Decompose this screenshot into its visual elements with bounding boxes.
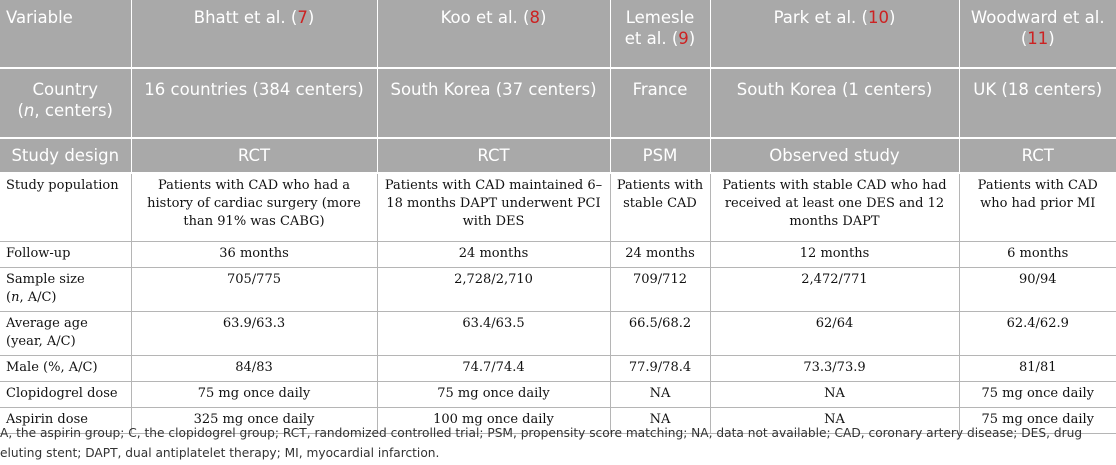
reference-link[interactable]: 8: [529, 8, 540, 27]
table-cell: NA: [710, 382, 959, 408]
reference-link[interactable]: 7: [297, 8, 308, 27]
table-row: [0, 242, 1116, 268]
header-country: 16 countries (384 centers): [131, 68, 377, 138]
table-cell: 2,728/2,710: [377, 268, 610, 312]
header-design: RCT: [959, 138, 1116, 173]
header-design: RCT: [131, 138, 377, 173]
reference-link[interactable]: 10: [867, 8, 889, 27]
table-cell: NA: [710, 408, 959, 434]
table-cell: Patients with CAD who had prior MI: [959, 173, 1116, 242]
table-row: [0, 173, 1116, 242]
table-cell: 325 mg once daily: [131, 408, 377, 434]
table-cell: NA: [610, 408, 710, 434]
table-cell: Patients with stable CAD who had received at least one DES and 12 months DAPT: [710, 173, 959, 242]
row-label: Follow-up: [0, 242, 131, 268]
row-label: Study population: [0, 173, 131, 242]
header-country: UK (18 centers): [959, 68, 1116, 138]
header-country-label: Country (n, centers): [0, 68, 131, 138]
table-cell: Patients with stable CAD: [610, 173, 710, 242]
header-country: France: [610, 68, 710, 138]
table-cell: 84/83: [131, 356, 377, 382]
table-cell: 12 months: [710, 242, 959, 268]
table-cell: 6 months: [959, 242, 1116, 268]
header-design: PSM: [610, 138, 710, 173]
table-cell: 90/94: [959, 268, 1116, 312]
header-study-koo: Koo et al. (8): [377, 0, 610, 68]
header-study-park: Park et al. (10): [710, 0, 959, 68]
table-cell: 62.4/62.9: [959, 312, 1116, 356]
header-variable: Variable: [0, 0, 131, 68]
table-row: [0, 312, 1116, 356]
table-cell: 2,472/771: [710, 268, 959, 312]
row-label: Aspirin dose: [0, 408, 131, 434]
table-cell: 100 mg once daily: [377, 408, 610, 434]
header-study-lemesle: Lemesle et al. (9): [610, 0, 710, 68]
table-row: [0, 268, 1116, 312]
reference-link[interactable]: 9: [678, 29, 689, 48]
table-cell: 74.7/74.4: [377, 356, 610, 382]
table-cell: 24 months: [377, 242, 610, 268]
header-study-bhatt: Bhatt et al. (7): [131, 0, 377, 68]
table-cell: 709/712: [610, 268, 710, 312]
table-cell: 24 months: [610, 242, 710, 268]
table-footnote: A, the aspirin group; C, the clopidogrel group; RCT, randomized controlled trial; PSM, propensity score matching; NA, data not available; CAD, coronary artery disease; DES, drug eluting stent; DAPT, dual antiplatelet therapy; MI, myocardial infarction.: [0, 426, 1083, 460]
table-cell: 66.5/68.2: [610, 312, 710, 356]
table-cell: Patients with CAD who had a history of cardiac surgery (more than 91% was CABG): [131, 173, 377, 242]
table-cell: 73.3/73.9: [710, 356, 959, 382]
header-design-label: Study design: [0, 138, 131, 173]
header-design: RCT: [377, 138, 610, 173]
table-cell: 705/775: [131, 268, 377, 312]
table-cell: 62/64: [710, 312, 959, 356]
table-cell: 75 mg once daily: [959, 382, 1116, 408]
table-cell: 75 mg once daily: [959, 408, 1116, 434]
header-row-design: [0, 138, 1116, 173]
row-label: Male (%, A/C): [0, 356, 131, 382]
header-design: Observed study: [710, 138, 959, 173]
table-header: [0, 0, 1116, 173]
table-body: [0, 173, 1116, 434]
table-cell: 81/81: [959, 356, 1116, 382]
table-cell: Patients with CAD maintained 6–18 months DAPT underwent PCI with DES: [377, 173, 610, 242]
table-row: [0, 356, 1116, 382]
row-label: Sample size (n, A/C): [0, 268, 131, 312]
table-cell: 75 mg once daily: [377, 382, 610, 408]
table-cell: 75 mg once daily: [131, 382, 377, 408]
header-country: South Korea (37 centers): [377, 68, 610, 138]
row-label: Average age (year, A/C): [0, 312, 131, 356]
table-cell: 63.4/63.5: [377, 312, 610, 356]
table-cell: NA: [610, 382, 710, 408]
table-cell: 36 months: [131, 242, 377, 268]
header-row-country: [0, 68, 1116, 138]
table-row: [0, 382, 1116, 408]
row-label: Clopidogrel dose: [0, 382, 131, 408]
header-row-studies: [0, 0, 1116, 68]
header-study-woodward: Woodward et al. (11): [959, 0, 1116, 68]
header-country: South Korea (1 centers): [710, 68, 959, 138]
reference-link[interactable]: 11: [1027, 29, 1049, 48]
table-cell: 63.9/63.3: [131, 312, 377, 356]
table-cell: 77.9/78.4: [610, 356, 710, 382]
